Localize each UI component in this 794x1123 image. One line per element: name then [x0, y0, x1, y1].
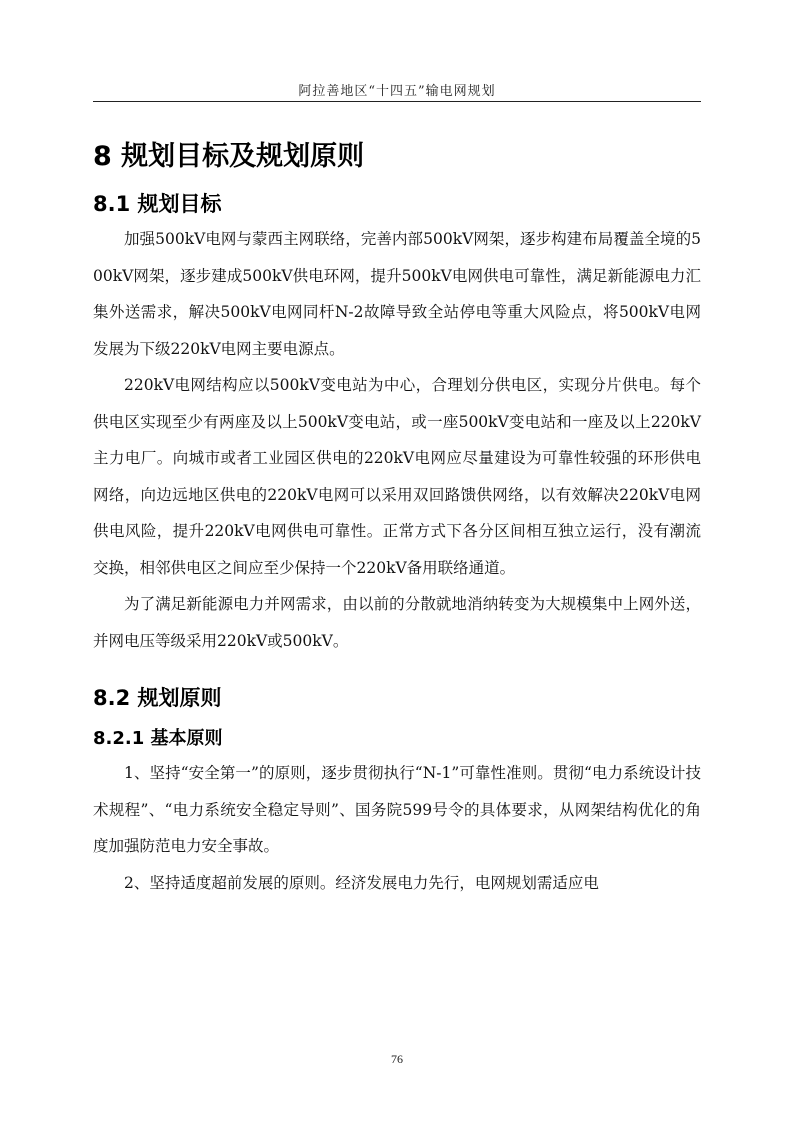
section-heading-8-2: 8.2 规划原则: [93, 686, 222, 710]
chapter-title: 8 规划目标及规划原则: [93, 141, 365, 172]
paragraph-principle-1: 1、坚持“安全第一”的原则，逐步贯彻执行“N-1”可靠性准则。贯彻“电力系统设计技术规程”、“电力系统安全稳定导则”、国务院599号令的具体要求，从网架结构优化的角度加强防范电力安全事故。: [93, 764, 701, 855]
paragraph-principle-2: 2、坚持适度超前发展的原则。经济发展电力先行，电网规划需适应电: [124, 873, 599, 892]
page-content: [93, 136, 701, 901]
page-number: 76: [391, 1052, 403, 1066]
header-rule: [93, 101, 701, 102]
paragraph-goal-renewables: 为了满足新能源电力并网需求，由以前的分散就地消纳转变为大规模集中上网外送，并网电压等级采用220kV或500kV。: [93, 595, 701, 650]
subsection-heading-8-2-1: 8.2.1 基本原则: [93, 728, 223, 749]
running-header: 阿拉善地区“十四五”输电网规划: [298, 84, 496, 99]
paragraph-goal-500kv: 加强500kV电网与蒙西主网联络，完善内部500kV网架，逐步构建布局覆盖全境的500kV网架，逐步建成500kV供电环网，提升500kV电网供电可靠性，满足新能源电力汇集外送需求，解决500kV电网同杆N-2故障导致全站停电等重大风险点，将500kV电网发展为下级220kV电网主要电源点。: [93, 230, 701, 358]
section-heading-8-1: 8.1 规划目标: [93, 192, 222, 216]
paragraph-goal-220kv: 220kV电网结构应以500kV变电站为中心，合理划分供电区，实现分片供电。每个供电区实现至少有两座及以上500kV变电站，或一座500kV变电站和一座及以上220kV主力电厂。向城市或者工业园区供电的220kV电网应尽量建设为可靠性较强的环形供电网络，向边远地区供电的220kV电网可以采用双回路馈供网络，以有效解决220kV电网供电风险，提升220kV电网供电可靠性。正常方式下各分区间相互独立运行，没有潮流交换，相邻供电区之间应至少保持一个220kV备用联络通道。: [93, 376, 701, 577]
